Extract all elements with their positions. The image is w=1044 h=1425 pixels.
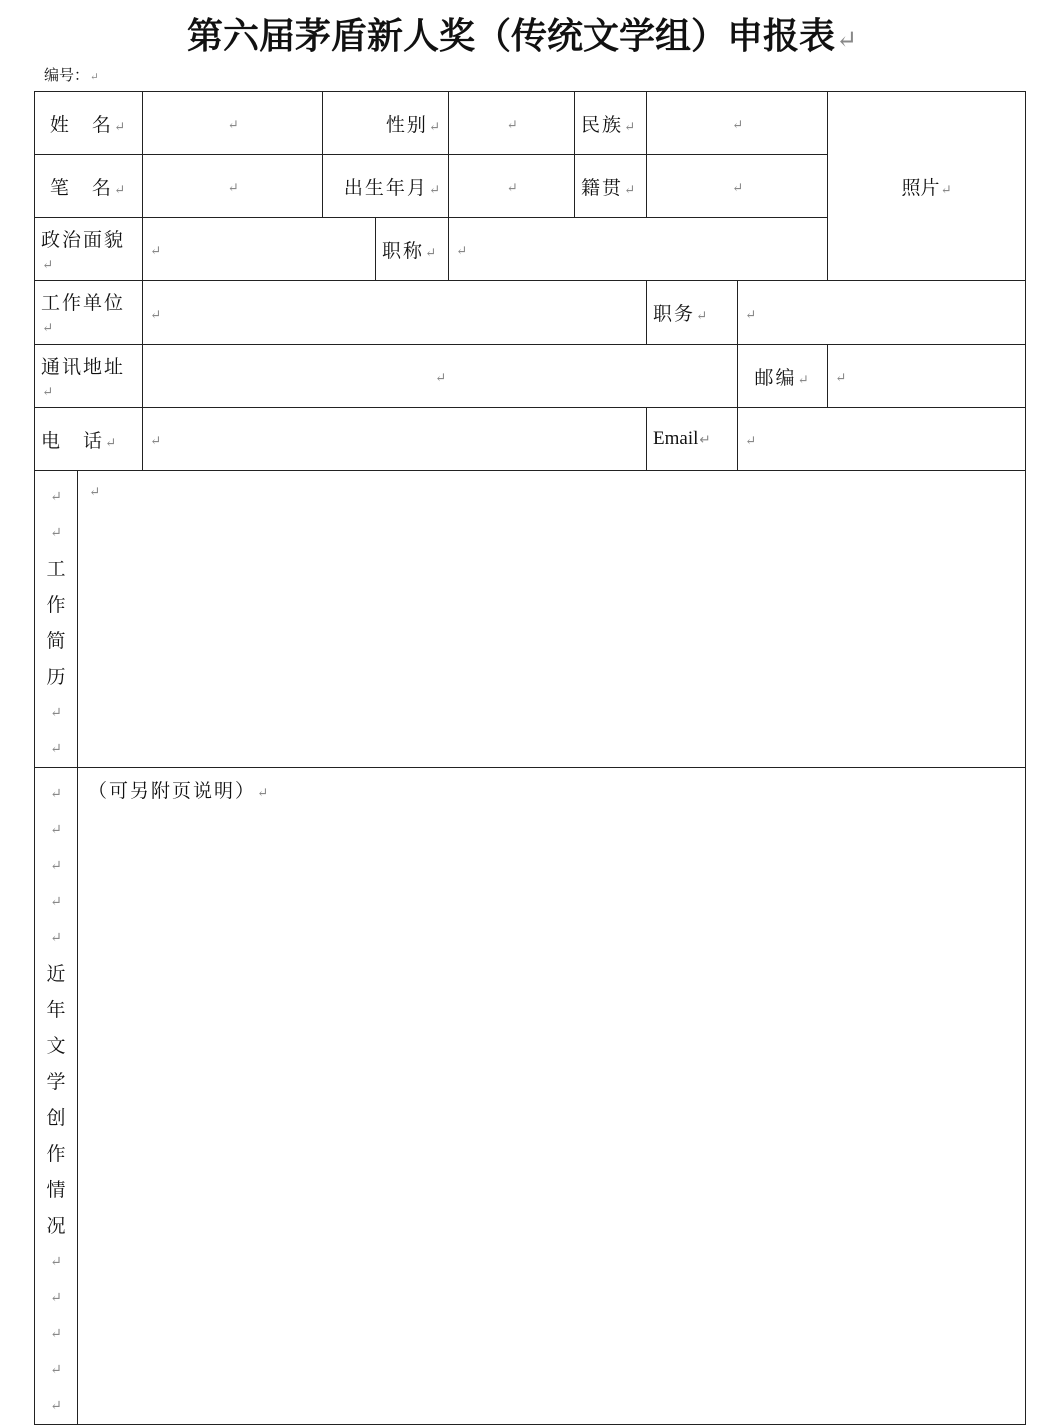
pen-name-label: 笔 名↵ (35, 155, 143, 218)
title-rank-field[interactable]: ↵ (449, 218, 828, 281)
resume-label: ↵ ↵ 工 作 简 历 ↵ ↵ (35, 471, 78, 768)
name-label: 姓 名↵ (35, 92, 143, 155)
native-place-field[interactable]: ↵ (647, 155, 828, 218)
postcode-label: 邮编↵ (738, 345, 828, 408)
application-form-table (34, 91, 1026, 1425)
address-label: 通讯地址↵ (35, 345, 143, 408)
form-title: 第六届茅盾新人奖（传统文学组）申报表↵ (186, 15, 858, 57)
ethnicity-field[interactable]: ↵ (647, 92, 828, 155)
position-field[interactable]: ↵ (738, 281, 1026, 345)
resume-field[interactable]: ↵ (78, 471, 1026, 768)
political-label: 政治面貌↵ (35, 218, 143, 281)
name-field[interactable]: ↵ (143, 92, 323, 155)
postcode-field[interactable]: ↵ (828, 345, 1026, 408)
political-field[interactable]: ↵ (143, 218, 376, 281)
employer-label: 工作单位↵ (35, 281, 143, 345)
ethnicity-label: 民族↵ (575, 92, 647, 155)
phone-label: 电 话↵ (35, 408, 143, 471)
creation-field[interactable]: （可另附页说明）↵ (78, 768, 1026, 1425)
email-label: Email↵ (647, 408, 738, 471)
creation-label: ↵ ↵ ↵ ↵ ↵ 近 年 文 学 创 作 情 况 ↵ ↵ ↵ ↵ ↵ (35, 768, 78, 1425)
birth-label: 出生年月↵ (323, 155, 449, 218)
creation-note: （可另附页说明） (88, 780, 257, 802)
native-place-label: 籍贯↵ (575, 155, 647, 218)
pen-name-field[interactable]: ↵ (143, 155, 323, 218)
gender-label: 性别↵ (323, 92, 449, 155)
photo-cell[interactable]: 照片↵ (828, 92, 1026, 281)
phone-field[interactable]: ↵ (143, 408, 647, 471)
gender-field[interactable]: ↵ (449, 92, 575, 155)
email-field[interactable]: ↵ (738, 408, 1026, 471)
address-field[interactable]: ↵ (143, 345, 738, 408)
position-label: 职务↵ (647, 281, 738, 345)
employer-field[interactable]: ↵ (143, 281, 647, 345)
serial-number-label: 编号：↵ (44, 66, 99, 84)
title-rank-label: 职称↵ (376, 218, 449, 281)
birth-field[interactable]: ↵ (449, 155, 575, 218)
